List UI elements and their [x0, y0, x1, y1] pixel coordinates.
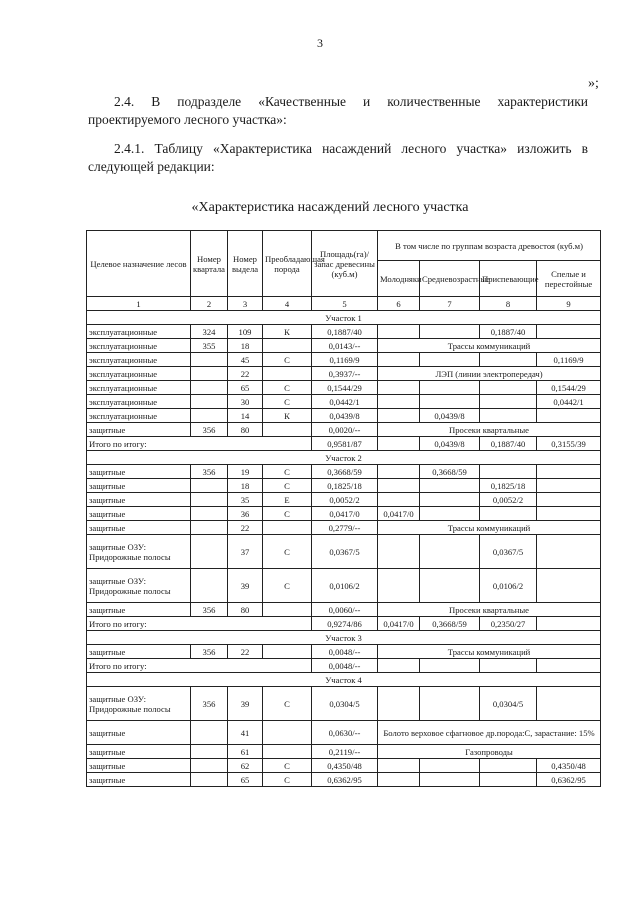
table-cell: С [263, 465, 312, 479]
table-cell [378, 659, 420, 673]
table-cell: защитные [87, 773, 191, 787]
table-row [87, 507, 601, 521]
table-cell: защитные [87, 721, 191, 745]
table-cell: 0,0048/-- [312, 659, 378, 673]
table-cell: С [263, 381, 312, 395]
column-number: 5 [312, 297, 378, 311]
table-cell [480, 659, 537, 673]
table-cell [537, 465, 601, 479]
table-cell [263, 339, 312, 353]
row-note: Просеки квартальные [378, 423, 601, 437]
table-cell: 65 [228, 773, 263, 787]
table-cell [420, 535, 480, 569]
table-cell [378, 437, 420, 451]
table-cell: 45 [228, 353, 263, 367]
table-cell [420, 773, 480, 787]
table-title: «Характеристика насаждений лесного участка [191, 200, 469, 215]
column-number: 2 [191, 297, 228, 311]
table-cell: 0,1169/9 [537, 353, 601, 367]
table-cell: С [263, 773, 312, 787]
table-cell: защитные [87, 745, 191, 759]
table-cell: эксплуатационные [87, 325, 191, 339]
table-cell [420, 569, 480, 603]
table-cell: К [263, 325, 312, 339]
table-cell: 35 [228, 493, 263, 507]
table-cell [378, 493, 420, 507]
table-row [87, 521, 601, 535]
table-cell [537, 493, 601, 507]
header-age-groups: В том числе по группам возраста древостоя (куб.м) [378, 231, 601, 261]
table-cell: 19 [228, 465, 263, 479]
table-cell [191, 367, 228, 381]
table-cell [263, 645, 312, 659]
table-row [87, 493, 601, 507]
table-cell: 356 [191, 423, 228, 437]
table-cell [378, 395, 420, 409]
total-row [87, 617, 601, 631]
table-cell [191, 409, 228, 423]
table-cell [191, 479, 228, 493]
header-area: Площадь(га)/ запас древесины (куб.м) [312, 231, 378, 297]
table-cell [420, 659, 480, 673]
table-cell: 0,4350/48 [537, 759, 601, 773]
table-cell [191, 507, 228, 521]
table-row [87, 759, 601, 773]
table-cell: 0,3937/-- [312, 367, 378, 381]
table-cell: 0,0367/5 [480, 535, 537, 569]
table-cell [263, 423, 312, 437]
table-cell [378, 325, 420, 339]
table-cell: 0,0143/-- [312, 339, 378, 353]
table-cell [378, 465, 420, 479]
row-note: Просеки квартальные [378, 603, 601, 617]
table-cell: 0,1887/40 [480, 325, 537, 339]
table-row [87, 479, 601, 493]
stand-characteristics-table [86, 230, 601, 787]
table-cell [378, 759, 420, 773]
table-cell: эксплуатационные [87, 339, 191, 353]
table-cell [420, 325, 480, 339]
table-cell: 0,0052/2 [480, 493, 537, 507]
total-row [87, 437, 601, 451]
table-cell [191, 521, 228, 535]
header-quarter: Номер квартала [191, 231, 228, 297]
table-cell: 0,3155/39 [537, 437, 601, 451]
row-note: Болото верховое сфагновое др.порода:С, зарастание: 15% [378, 721, 601, 745]
table-body [87, 311, 601, 787]
table-cell: 0,9581/87 [312, 437, 378, 451]
table-row [87, 465, 601, 479]
table-cell: 0,2779/-- [312, 521, 378, 535]
section-row [87, 311, 601, 325]
table-cell [420, 687, 480, 721]
column-number: 6 [378, 297, 420, 311]
table-cell: 0,0442/1 [537, 395, 601, 409]
row-note: Газопроводы [378, 745, 601, 759]
table-cell: 65 [228, 381, 263, 395]
table-cell [191, 745, 228, 759]
table-cell: 0,0106/2 [480, 569, 537, 603]
table-cell: 0,2350/27 [480, 617, 537, 631]
table-cell [537, 507, 601, 521]
table-cell: 0,0417/0 [312, 507, 378, 521]
table-cell: 0,1887/40 [312, 325, 378, 339]
table-row [87, 721, 601, 745]
table-cell: 0,1825/18 [480, 479, 537, 493]
table-cell: эксплуатационные [87, 353, 191, 367]
table-cell [537, 409, 601, 423]
table-cell: 0,1825/18 [312, 479, 378, 493]
table-cell: 22 [228, 367, 263, 381]
table-cell [537, 687, 601, 721]
table-cell: защитные [87, 603, 191, 617]
table-cell: С [263, 535, 312, 569]
table-cell: 80 [228, 603, 263, 617]
table-cell: 18 [228, 479, 263, 493]
table-cell [420, 479, 480, 493]
total-label: Итого по итогу: [87, 437, 312, 451]
table-cell [378, 535, 420, 569]
table-cell: 39 [228, 687, 263, 721]
table-row [87, 603, 601, 617]
table-cell: 0,0439/8 [420, 437, 480, 451]
table-cell: защитные [87, 465, 191, 479]
table-cell [191, 381, 228, 395]
table-cell: 0,4350/48 [312, 759, 378, 773]
table-cell: 0,0106/2 [312, 569, 378, 603]
section-label: Участок 3 [87, 631, 601, 645]
table-cell: эксплуатационные [87, 395, 191, 409]
table-cell [263, 367, 312, 381]
table-row [87, 773, 601, 787]
column-number: 7 [420, 297, 480, 311]
table-cell [480, 465, 537, 479]
table-cell: 62 [228, 759, 263, 773]
table-cell: 356 [191, 603, 228, 617]
header-purpose: Целевое назначение лесов [87, 231, 191, 297]
column-number: 3 [228, 297, 263, 311]
table-cell: 0,0417/0 [378, 617, 420, 631]
table-cell: 30 [228, 395, 263, 409]
table-cell [420, 507, 480, 521]
header-mature: Спелые и перестойные [537, 261, 601, 297]
page-number: 3 [317, 36, 323, 50]
table-cell: защитные ОЗУ: Придорожные полосы [87, 535, 191, 569]
column-number: 9 [537, 297, 601, 311]
table-cell: 0,1169/9 [312, 353, 378, 367]
table-row [87, 325, 601, 339]
table-cell: 22 [228, 521, 263, 535]
table-cell: 0,3668/59 [420, 617, 480, 631]
table-cell [480, 759, 537, 773]
table-cell [420, 381, 480, 395]
section-row [87, 451, 601, 465]
row-note: Трассы коммуникаций [378, 521, 601, 535]
table-cell: 41 [228, 721, 263, 745]
table-cell [263, 521, 312, 535]
table-cell: 36 [228, 507, 263, 521]
table-row [87, 395, 601, 409]
table-cell: 37 [228, 535, 263, 569]
table-cell [537, 325, 601, 339]
table-cell [263, 721, 312, 745]
table-cell: защитные [87, 759, 191, 773]
table-cell [191, 773, 228, 787]
table-cell [537, 569, 601, 603]
total-label: Итого по итогу: [87, 659, 312, 673]
table-cell [537, 479, 601, 493]
row-note: Трассы коммуникаций [378, 645, 601, 659]
table-cell: 0,1544/29 [312, 381, 378, 395]
section-row [87, 631, 601, 645]
header-species: Преобладающая порода [263, 231, 312, 297]
table-cell [378, 381, 420, 395]
section-label: Участок 1 [87, 311, 601, 325]
header-ripening: Приспевающие [480, 261, 537, 297]
total-row [87, 659, 601, 673]
table-cell: С [263, 687, 312, 721]
table-cell: 324 [191, 325, 228, 339]
table-cell: 356 [191, 687, 228, 721]
table-cell [263, 745, 312, 759]
table-cell: 355 [191, 339, 228, 353]
table-cell: С [263, 479, 312, 493]
table-cell: 14 [228, 409, 263, 423]
table-cell: 0,0439/8 [312, 409, 378, 423]
table-cell [191, 569, 228, 603]
table-cell: защитные [87, 507, 191, 521]
table-cell [420, 759, 480, 773]
table-cell [378, 569, 420, 603]
table-cell: 80 [228, 423, 263, 437]
table-cell: 0,2119/-- [312, 745, 378, 759]
column-number: 8 [480, 297, 537, 311]
table-cell: С [263, 395, 312, 409]
table-cell [191, 721, 228, 745]
table-row [87, 409, 601, 423]
section-label: Участок 4 [87, 673, 601, 687]
table-cell: 0,0052/2 [312, 493, 378, 507]
table-cell [480, 395, 537, 409]
table-cell [537, 659, 601, 673]
header-middle: Средневозрастные [420, 261, 480, 297]
table-cell [191, 353, 228, 367]
table-cell: С [263, 507, 312, 521]
table-cell: эксплуатационные [87, 367, 191, 381]
table-cell: 61 [228, 745, 263, 759]
table-cell [378, 409, 420, 423]
table-cell [420, 353, 480, 367]
table-cell: 109 [228, 325, 263, 339]
table-cell: 0,1887/40 [480, 437, 537, 451]
table-cell [480, 507, 537, 521]
table-cell: 0,3668/59 [312, 465, 378, 479]
row-note: ЛЭП (линии электропередач) [378, 367, 601, 381]
table-cell [420, 395, 480, 409]
table-row [87, 687, 601, 721]
table-cell: 0,0442/1 [312, 395, 378, 409]
table-cell [191, 759, 228, 773]
table-row [87, 367, 601, 381]
table-cell: 18 [228, 339, 263, 353]
table-cell: защитные ОЗУ: Придорожные полосы [87, 569, 191, 603]
table-cell: 22 [228, 645, 263, 659]
table-cell: С [263, 353, 312, 367]
table-cell: защитные ОЗУ: Придорожные полосы [87, 687, 191, 721]
column-number: 1 [87, 297, 191, 311]
column-numbers-row [87, 297, 601, 311]
table-cell: С [263, 569, 312, 603]
table-cell: 0,0048/-- [312, 645, 378, 659]
section-label: Участок 2 [87, 451, 601, 465]
table-cell: эксплуатационные [87, 381, 191, 395]
table-cell [378, 773, 420, 787]
table-cell [480, 409, 537, 423]
table-cell [378, 479, 420, 493]
table-cell: Е [263, 493, 312, 507]
table-cell [537, 617, 601, 631]
table-cell [378, 353, 420, 367]
table-cell: 0,0367/5 [312, 535, 378, 569]
table-row [87, 569, 601, 603]
table-row [87, 535, 601, 569]
total-label: Итого по итогу: [87, 617, 312, 631]
table-cell [191, 395, 228, 409]
table-cell [263, 603, 312, 617]
table-cell: 0,0417/0 [378, 507, 420, 521]
paragraph-2-4-1: 2.4.1. Таблицу «Характеристика насаждений лесного участка» изложить в следующей редакции: [88, 141, 588, 174]
row-note: Трассы коммуникаций [378, 339, 601, 353]
table-cell: 0,0439/8 [420, 409, 480, 423]
table-cell: защитные [87, 521, 191, 535]
header-allotment: Номер выдела [228, 231, 263, 297]
table-cell [480, 381, 537, 395]
table-cell: 356 [191, 465, 228, 479]
table-cell: 0,9274/86 [312, 617, 378, 631]
table-cell: эксплуатационные [87, 409, 191, 423]
table-row [87, 423, 601, 437]
table-cell: С [263, 759, 312, 773]
table-cell: защитные [87, 423, 191, 437]
table-row [87, 381, 601, 395]
table-cell [480, 773, 537, 787]
column-number: 4 [263, 297, 312, 311]
table-cell: К [263, 409, 312, 423]
table-cell: 0,0304/5 [312, 687, 378, 721]
table-cell: защитные [87, 479, 191, 493]
table-cell [378, 687, 420, 721]
table-row [87, 645, 601, 659]
table-cell [537, 535, 601, 569]
table-cell: защитные [87, 493, 191, 507]
table-cell [191, 493, 228, 507]
table-cell [480, 353, 537, 367]
section-row [87, 673, 601, 687]
table-row [87, 353, 601, 367]
table-cell [420, 493, 480, 507]
table-cell: 39 [228, 569, 263, 603]
table-cell: 0,0630/-- [312, 721, 378, 745]
table-cell: 0,3668/59 [420, 465, 480, 479]
table-cell: защитные [87, 645, 191, 659]
header-young: Молодняки [378, 261, 420, 297]
table-cell: 0,6362/95 [312, 773, 378, 787]
table-cell: 0,6362/95 [537, 773, 601, 787]
table-row [87, 339, 601, 353]
table-cell: 0,1544/29 [537, 381, 601, 395]
table-cell: 0,0060/-- [312, 603, 378, 617]
quote-end-mark: »; [588, 76, 599, 91]
table-cell: 0,0304/5 [480, 687, 537, 721]
table-row [87, 745, 601, 759]
table-cell: 0,0020/-- [312, 423, 378, 437]
paragraph-2-4: 2.4. В подразделе «Качественные и количественные характеристики проектируемого лесного участка»: [88, 94, 588, 127]
table-cell [191, 535, 228, 569]
table-cell: 356 [191, 645, 228, 659]
